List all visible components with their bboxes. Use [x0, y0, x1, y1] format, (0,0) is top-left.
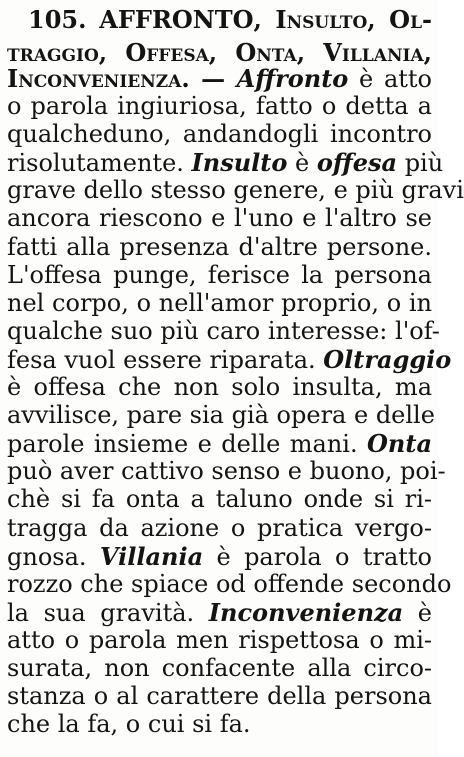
body-text: fatti alla presenza d'altre persone. [7, 232, 432, 261]
body-text: parole insieme e delle mani. [7, 430, 367, 459]
text-line [7, 708, 432, 741]
italic-term: Insulto [191, 148, 288, 178]
body-text: che la fa, o cui si fa. [7, 710, 251, 739]
entry-heading-line-1 [28, 3, 432, 36]
italic-term: Oltraggio [323, 344, 452, 374]
body-text: più [397, 149, 444, 178]
italic-term: Inconvenienza [208, 597, 404, 627]
body-text: può aver cattivo senso e buono, poi- [7, 457, 446, 486]
body-text: è [287, 149, 317, 178]
body-text: o parola ingiuriosa, fatto o detta a [7, 92, 432, 120]
italic-term: offesa [316, 148, 398, 178]
body-text: L'offesa punge, ferisce la persona [7, 260, 432, 289]
body-text: qualcheduno, andandogli incontro [7, 120, 432, 149]
body-text: è [403, 598, 432, 627]
body-text: grave dello stesso genere, e più gravi [7, 176, 464, 205]
body-text: gnosa. [7, 542, 100, 571]
body-text: risolutamente. [7, 149, 192, 178]
body-text: è atto [348, 65, 432, 93]
body-text: è offesa che non solo insulta, ma [7, 373, 432, 401]
body-text: chè si fa onta a taluno onde si ri- [7, 485, 432, 514]
body-text: la sua gravità. [7, 598, 209, 627]
term-affronto: Affronto [236, 64, 349, 93]
body-text: è parola o tratto [203, 542, 432, 571]
body-text: rozzo che spiace od offende secondo [7, 569, 452, 598]
em-dash: — [189, 64, 237, 93]
italic-term: Villania [99, 541, 204, 571]
entry-heading-terms-2: traggio, Offesa, Onta, Villania, [7, 38, 432, 67]
body-text: avvilisce, pare sia già opera e delle [7, 401, 435, 430]
body-text: ancora riescono e l'uno e l'altro se [7, 204, 432, 233]
body-text: stanza o al carattere della persona [7, 682, 432, 711]
body-text: atto o parola men rispettosa o mi- [7, 625, 432, 654]
body-text: nel corpo, o nell'amor proprio, o in [7, 288, 432, 317]
body-text: tragga da azione o pratica vergo- [7, 513, 432, 542]
body-text: surata, non confacente alla circo- [7, 654, 432, 682]
entry-headword: AFFRONTO [99, 5, 254, 34]
entry-heading-terms-1: , Insulto, Ol- [253, 5, 432, 34]
body-text: qualche suo più caro interesse: l'of- [7, 316, 440, 345]
italic-term: Onta [367, 429, 432, 459]
body-text: fesa vuol essere riparata. [7, 345, 324, 374]
entry-number: 105. [28, 5, 87, 34]
entry-heading-terms-3: Inconvenienza. [7, 64, 190, 93]
